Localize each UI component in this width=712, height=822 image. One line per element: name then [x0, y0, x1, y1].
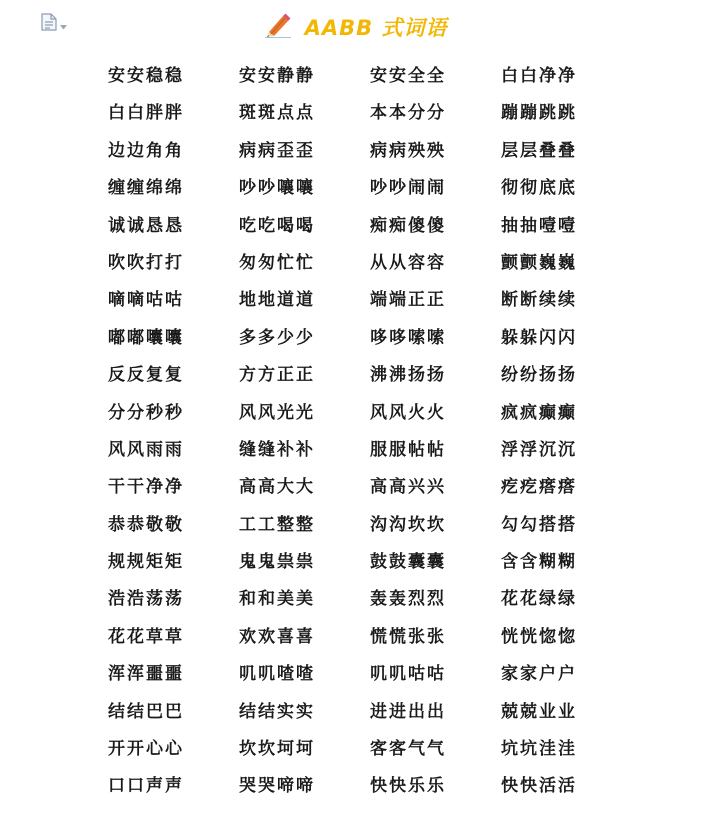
word-item: 沟沟坎坎: [370, 514, 446, 535]
word-item: 高高大大: [239, 477, 315, 498]
word-item: 抽抽噎噎: [501, 215, 577, 236]
word-item: 多多少少: [239, 327, 315, 348]
word-item: 方方正正: [239, 365, 315, 386]
word-item: 安安稳稳: [108, 66, 184, 86]
word-item: 高高兴兴: [370, 477, 446, 498]
word-item: 鼓鼓囊囊: [370, 552, 446, 573]
word-item: 蹦蹦跳跳: [501, 103, 577, 124]
word-grid: [108, 64, 632, 812]
word-item: 恭恭敬敬: [108, 514, 184, 535]
word-item: 干干净净: [108, 477, 184, 498]
word-item: 纷纷扬扬: [501, 365, 577, 386]
word-item: 开开心心: [108, 739, 184, 760]
word-item: 进进出出: [370, 701, 446, 722]
word-item: 快快活活: [501, 776, 577, 797]
word-item: 风风雨雨: [108, 439, 184, 460]
word-item: 风风火火: [370, 402, 446, 423]
word-item: 结结实实: [239, 701, 315, 722]
word-item: 浩浩荡荡: [108, 589, 184, 610]
word-item: 嘀嘀咕咕: [108, 290, 184, 311]
word-item: 慌慌张张: [370, 626, 446, 647]
word-item: 病病殃殃: [370, 140, 446, 161]
word-item: 疙疙瘩瘩: [501, 477, 577, 498]
word-item: 规规矩矩: [108, 552, 184, 573]
word-item: 沸沸扬扬: [370, 365, 446, 386]
word-item: 吵吵闹闹: [370, 178, 446, 199]
word-item: 含含糊糊: [501, 552, 577, 573]
word-item: 叽叽咕咕: [370, 664, 446, 685]
word-item: 坎坎坷坷: [239, 739, 315, 760]
word-item: 吃吃喝喝: [239, 215, 315, 236]
word-item: 兢兢业业: [501, 701, 577, 722]
word-item: 诚诚恳恳: [108, 215, 184, 236]
word-item: 花花绿绿: [501, 589, 577, 610]
word-item: 哭哭啼啼: [239, 776, 315, 797]
word-item: 花花草草: [108, 626, 184, 647]
word-item: 服服帖帖: [370, 439, 446, 460]
word-item: 恍恍惚惚: [501, 626, 577, 647]
word-item: 疯疯癫癫: [501, 402, 577, 423]
word-item: 彻彻底底: [501, 178, 577, 199]
word-item: 结结巴巴: [108, 701, 184, 722]
pencil-icon: [265, 12, 291, 42]
word-item: 分分秒秒: [108, 402, 184, 423]
word-item: 白白净净: [501, 66, 577, 86]
word-item: 吹吹打打: [108, 252, 184, 273]
word-item: 缠缠绵绵: [108, 178, 184, 199]
word-item: 反反复复: [108, 365, 184, 386]
word-item: 快快乐乐: [370, 776, 446, 797]
word-item: 嘟嘟囔囔: [108, 327, 184, 348]
word-item: 和和美美: [239, 589, 315, 610]
word-item: 颤颤巍巍: [501, 252, 577, 273]
word-item: 地地道道: [239, 290, 315, 311]
word-item: 匆匆忙忙: [239, 252, 315, 273]
word-item: 轰轰烈烈: [370, 589, 446, 610]
page-title: AABB 式词语: [304, 16, 448, 40]
word-item: 口口声声: [108, 776, 184, 797]
word-item: 叽叽喳喳: [239, 664, 315, 685]
word-item: 鬼鬼祟祟: [239, 552, 315, 573]
word-item: 斑斑点点: [239, 103, 315, 124]
page-header: [0, 10, 712, 44]
word-item: 边边角角: [108, 140, 184, 161]
word-item: 安安全全: [370, 66, 446, 86]
word-item: 缝缝补补: [239, 439, 315, 460]
word-item: 痴痴傻傻: [370, 215, 446, 236]
word-item: 欢欢喜喜: [239, 626, 315, 647]
word-item: 吵吵嚷嚷: [239, 178, 315, 199]
word-item: 客客气气: [370, 739, 446, 760]
word-item: 端端正正: [370, 290, 446, 311]
word-item: 风风光光: [239, 402, 315, 423]
word-item: 白白胖胖: [108, 103, 184, 124]
word-item: 躲躲闪闪: [501, 327, 577, 348]
word-item: 哆哆嗦嗦: [370, 327, 446, 348]
word-item: 本本分分: [370, 103, 446, 124]
word-item: 浮浮沉沉: [501, 439, 577, 460]
word-item: 安安静静: [239, 66, 315, 86]
word-item: 浑浑噩噩: [108, 664, 184, 685]
word-item: 从从容容: [370, 252, 446, 273]
word-item: 勾勾搭搭: [501, 514, 577, 535]
word-item: 病病歪歪: [239, 140, 315, 161]
word-item: 工工整整: [239, 514, 315, 535]
word-item: 坑坑洼洼: [501, 739, 577, 760]
word-item: 断断续续: [501, 290, 577, 311]
word-item: 层层叠叠: [501, 140, 577, 161]
word-item: 家家户户: [501, 664, 577, 685]
